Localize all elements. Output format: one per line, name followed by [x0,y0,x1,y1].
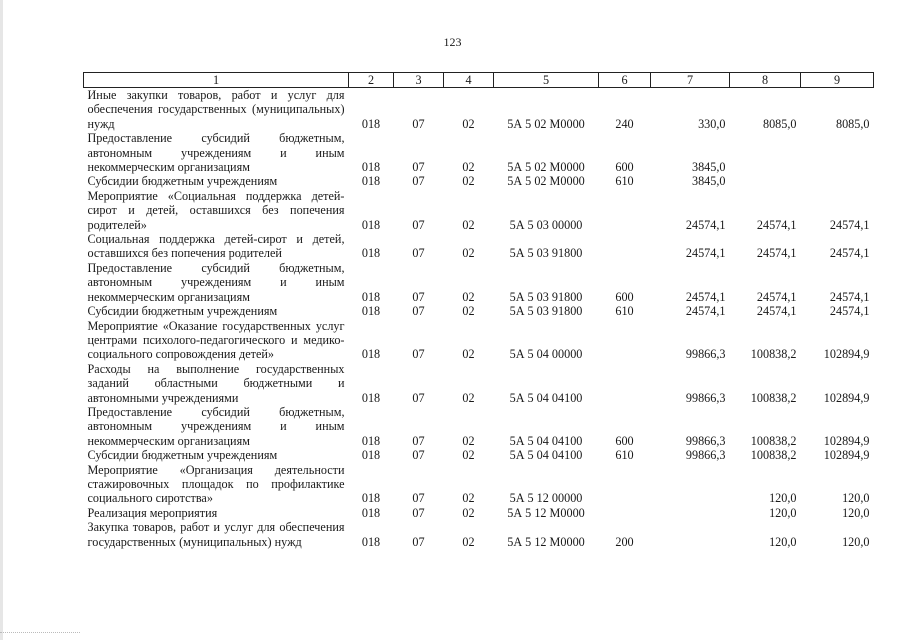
subsection-code: 02 [462,116,475,131]
budget-code: 018 [361,390,381,405]
amount-year3: 24574,1 [829,246,870,261]
target-article: 5А 5 02 М0000 [507,160,585,175]
budget-code: 018 [361,304,381,319]
expense-type: 600 [615,433,634,448]
row-name: Реализация мероприятия [87,505,218,520]
amount-year2: 100838,2 [750,433,797,448]
budget-code: 018 [361,217,381,232]
target-article: 5А 5 02 М0000 [507,174,585,189]
row-name: Расходы на выполнение государственных заданий областными бюджетными и автономными учреждениями [87,361,345,405]
header-row [84,73,874,88]
amount-year1: 3845,0 [691,160,726,175]
table-row [84,520,874,549]
section-code: 07 [412,116,425,131]
amount-year3: 8085,0 [835,116,870,131]
header-cell: 5 [494,73,599,88]
amount-year3: 24574,1 [829,217,870,232]
header-cell: 1 [84,73,349,88]
expense-type [599,506,651,520]
row-name: Мероприятие «Социальная поддержка детей-сирот и детей, оставшихся без попечения родителей» [87,188,345,232]
amount-year3: 120,0 [842,491,870,506]
budget-code: 018 [361,433,381,448]
table-row [84,506,874,520]
subsection-code: 02 [462,160,475,175]
row-name: Предоставление субсидий бюджетным, автономным учреждениям и иным некоммерческим организациям [87,131,345,175]
table-row [84,88,874,132]
section-code: 07 [412,347,425,362]
budget-code: 018 [361,174,381,189]
expense-type: 610 [615,448,634,463]
amount-year3: 102894,9 [823,347,870,362]
scan-edge-line [0,632,80,633]
row-name: Закупка товаров, работ и услуг для обеспечения государственных (муниципальных) нужд [87,520,345,549]
section-code: 07 [412,304,425,319]
amount-year2: 24574,1 [756,289,797,304]
budget-code: 018 [361,246,381,261]
table-row [84,463,874,506]
subsection-code: 02 [462,505,475,520]
budget-code: 018 [361,289,381,304]
row-name: Мероприятие «Организация деятельности стажировочных площадок по профилактике социального сиротства» [87,462,345,506]
amount-year1: 99866,3 [685,390,726,405]
header-cell: 6 [599,73,651,88]
target-article: 5А 5 02 М0000 [507,116,585,131]
row-name: Социальная поддержка детей-сирот и детей, оставшихся без попечения родителей [87,232,345,261]
subsection-code: 02 [462,448,475,463]
target-article: 5А 5 12 М0000 [507,505,585,520]
budget-code: 018 [361,116,381,131]
amount-year3: 120,0 [842,534,870,549]
subsection-code: 02 [462,217,475,232]
budget-code: 018 [361,534,381,549]
table-row [84,319,874,362]
row-name: Субсидии бюджетным учреждениям [87,304,278,319]
row-name: Иные закупки товаров, работ и услуг для обеспечения государственных (муниципальных) нужд [87,88,345,131]
target-article: 5А 5 12 00000 [509,491,583,506]
amount-year3: 24574,1 [829,289,870,304]
amount-year2: 100838,2 [750,347,797,362]
target-article: 5А 5 04 00000 [509,347,583,362]
row-name: Мероприятие «Оказание государственных услуг центрами психолого-педагогического и медико-социального сопровождения детей» [87,318,345,362]
row-name: Предоставление субсидий бюджетным, автономным учреждениям и иным некоммерческим организациям [87,260,345,304]
amount-year2: 120,0 [769,491,797,506]
target-article: 5А 5 03 91800 [509,246,583,261]
section-code: 07 [412,390,425,405]
expense-type: 600 [615,160,634,175]
amount-year1: 330,0 [698,116,726,131]
table-row [84,448,874,462]
amount-year1 [651,520,730,549]
amount-year3: 24574,1 [829,304,870,319]
budget-code: 018 [361,491,381,506]
header-cell: 2 [349,73,394,88]
section-code: 07 [412,160,425,175]
subsection-code: 02 [462,289,475,304]
target-article: 5А 5 04 04100 [509,433,583,448]
target-article: 5А 5 04 04100 [509,448,583,463]
expense-type [599,463,651,506]
amount-year1 [651,463,730,506]
amount-year1: 99866,3 [685,448,726,463]
header-cell: 7 [651,73,730,88]
target-article: 5А 5 03 00000 [509,217,583,232]
table-row [84,261,874,304]
table-row [84,131,874,174]
amount-year2: 120,0 [769,505,797,520]
amount-year2: 8085,0 [762,116,797,131]
subsection-code: 02 [462,390,475,405]
table-row [84,174,874,188]
header-cell: 9 [801,73,874,88]
table-row [84,405,874,448]
expense-type: 610 [615,304,634,319]
amount-year1: 24574,1 [685,289,726,304]
amount-year2: 24574,1 [756,304,797,319]
amount-year2: 120,0 [769,534,797,549]
amount-year2: 100838,2 [750,448,797,463]
section-code: 07 [412,174,425,189]
section-code: 07 [412,246,425,261]
amount-year1 [651,506,730,520]
expense-type: 240 [615,116,634,131]
budget-code: 018 [361,448,381,463]
header-cell: 4 [444,73,494,88]
table-row [84,189,874,232]
section-code: 07 [412,433,425,448]
scan-edge [0,0,3,640]
section-code: 07 [412,217,425,232]
subsection-code: 02 [462,347,475,362]
amount-year1: 3845,0 [691,174,726,189]
budget-code: 018 [361,505,381,520]
amount-year3: 102894,9 [823,390,870,405]
expense-type [599,189,651,232]
expense-type: 200 [615,534,634,549]
subsection-code: 02 [462,304,475,319]
section-code: 07 [412,505,425,520]
subsection-code: 02 [462,491,475,506]
amount-year2: 24574,1 [756,246,797,261]
amount-year2: 100838,2 [750,390,797,405]
expense-type: 600 [615,289,634,304]
amount-year3: 102894,9 [823,448,870,463]
page-number: 123 [443,35,462,49]
amount-year2 [730,174,801,188]
amount-year1: 99866,3 [685,433,726,448]
budget-table [83,72,874,549]
section-code: 07 [412,289,425,304]
target-article: 5А 5 12 М0000 [507,534,585,549]
header-cell: 8 [730,73,801,88]
table-row [84,304,874,318]
amount-year1: 24574,1 [685,246,726,261]
amount-year3: 102894,9 [823,433,870,448]
table-row [84,362,874,405]
table-row [84,232,874,261]
subsection-code: 02 [462,534,475,549]
section-code: 07 [412,534,425,549]
section-code: 07 [412,491,425,506]
expense-type [599,319,651,362]
target-article: 5А 5 04 04100 [509,390,583,405]
header-cell: 3 [394,73,444,88]
amount-year1: 24574,1 [685,217,726,232]
target-article: 5А 5 03 91800 [509,289,583,304]
subsection-code: 02 [462,246,475,261]
subsection-code: 02 [462,433,475,448]
row-name: Субсидии бюджетным учреждениям [87,448,278,463]
amount-year3: 120,0 [842,505,870,520]
amount-year3 [801,174,874,188]
expense-type [599,232,651,261]
row-name: Субсидии бюджетным учреждениям [87,174,278,189]
expense-type [599,362,651,405]
row-name: Предоставление субсидий бюджетным, автономным учреждениям и иным некоммерческим организациям [87,404,345,448]
amount-year2 [730,131,801,174]
budget-code: 018 [361,347,381,362]
amount-year2: 24574,1 [756,217,797,232]
amount-year1: 24574,1 [685,304,726,319]
amount-year3 [801,131,874,174]
subsection-code: 02 [462,174,475,189]
expense-type: 610 [615,174,634,189]
budget-code: 018 [361,160,381,175]
section-code: 07 [412,448,425,463]
target-article: 5А 5 03 91800 [509,304,583,319]
amount-year1: 99866,3 [685,347,726,362]
